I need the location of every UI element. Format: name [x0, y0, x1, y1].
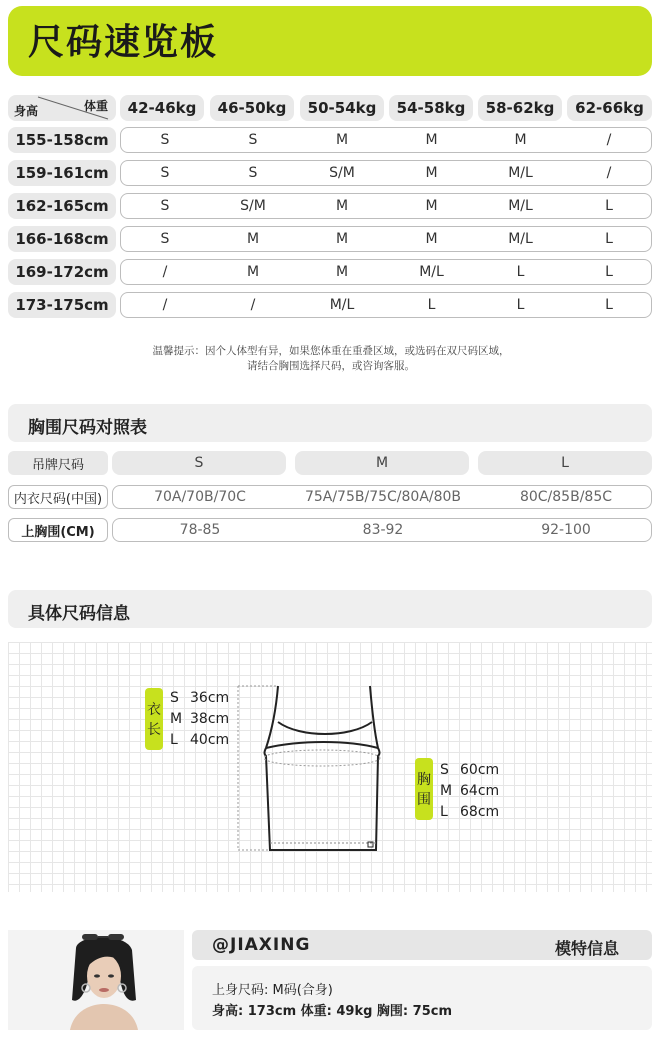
size-cell: M — [425, 231, 438, 247]
bust-tag-char: 胸 — [417, 772, 431, 788]
bust-cell: 92-100 — [541, 522, 591, 538]
size-cell: S/M — [329, 165, 355, 181]
bust-cell: 83-92 — [362, 522, 404, 538]
size-note — [0, 344, 662, 374]
bust-section-title: 胸围尺码对照表 — [28, 418, 147, 438]
model-portrait-illustration — [8, 930, 184, 1030]
weight-header: 54-58kg — [389, 95, 473, 121]
size-cell: / — [606, 132, 612, 148]
size-letter: S — [440, 762, 449, 778]
size-cell: L — [516, 297, 525, 313]
bust-row-label: 吊牌尺码 — [8, 451, 108, 475]
weight-header: 46-50kg — [210, 95, 294, 121]
table-row — [120, 193, 652, 219]
length-value: 40cm — [190, 732, 230, 748]
bust-cell: 80C/85B/85C — [519, 489, 613, 505]
size-cell: S — [160, 198, 170, 214]
height-label: 155-158cm — [8, 127, 116, 153]
size-cell: S — [248, 132, 258, 148]
size-note-line: 请结合胸围选择尺码，或咨询客服。 — [247, 360, 415, 372]
length-value: 38cm — [190, 711, 230, 727]
size-cell: M — [425, 132, 438, 148]
size-letter: L — [170, 732, 178, 748]
model-info-label: 模特信息 — [555, 939, 620, 958]
bust-measurements — [440, 760, 499, 823]
bust-value: 68cm — [460, 804, 500, 820]
height-label: 162-165cm — [8, 193, 116, 219]
size-cell: M — [425, 165, 438, 181]
size-cell: / — [162, 264, 168, 280]
length-value: 36cm — [190, 690, 230, 706]
weight-header: 58-62kg — [478, 95, 562, 121]
size-letter: S — [170, 690, 179, 706]
bust-tag — [415, 758, 433, 820]
length-measurements — [170, 688, 229, 751]
table-row — [120, 259, 652, 285]
bust-col-header: M — [295, 451, 469, 475]
size-cell: S — [160, 165, 170, 181]
size-note-line: 温馨提示：因个人体型有异，如果您体重在重叠区域，或选码在双尺码区域， — [152, 345, 510, 357]
bust-row — [112, 485, 652, 509]
bust-row — [112, 518, 652, 542]
detail-section-title: 具体尺码信息 — [28, 604, 130, 624]
bust-value: 60cm — [460, 762, 500, 778]
model-details — [212, 980, 452, 1022]
weight-header: 50-54kg — [300, 95, 384, 121]
size-cell: M/L — [508, 231, 533, 247]
size-cell: M — [246, 231, 260, 247]
size-cell: M — [335, 198, 349, 214]
size-table — [0, 0, 662, 330]
model-handle: @JIAXING — [212, 935, 311, 955]
bust-row-label: 内衣尺码(中国) — [8, 485, 108, 509]
camisole-illustration — [230, 680, 410, 860]
size-cell: M — [335, 132, 349, 148]
bust-col-header: S — [112, 451, 286, 475]
table-row — [120, 226, 652, 252]
height-label: 166-168cm — [8, 226, 116, 252]
size-cell: L — [605, 264, 613, 280]
bust-cell: 70A/70B/70C — [154, 489, 246, 505]
table-row — [120, 160, 652, 186]
size-cell: / — [250, 297, 256, 313]
size-cell: S — [160, 231, 170, 247]
length-tag — [145, 688, 163, 750]
size-cell: M — [335, 231, 349, 247]
bust-cell: 78-85 — [179, 522, 221, 538]
size-cell: S — [160, 132, 170, 148]
size-cell: L — [427, 297, 436, 313]
length-tag-char: 衣 — [147, 702, 161, 718]
size-cell: S/M — [240, 198, 266, 214]
size-cell: L — [605, 297, 613, 313]
size-cell: S — [248, 165, 258, 181]
bust-col-header: L — [478, 451, 652, 475]
bust-row-label: 上胸围(CM) — [8, 518, 108, 542]
model-wear-size: 上身尺码: M码(合身) — [212, 983, 333, 998]
weight-header: 62-66kg — [567, 95, 652, 121]
size-letter: L — [440, 804, 448, 820]
bust-cell: 75A/75B/75C/80A/80B — [304, 489, 462, 505]
size-letter: M — [170, 711, 183, 727]
size-cell: / — [606, 165, 612, 181]
height-label: 173-175cm — [8, 292, 116, 318]
size-cell: L — [605, 198, 613, 214]
weight-header: 42-46kg — [120, 95, 204, 121]
height-label: 169-172cm — [8, 259, 116, 285]
size-cell: / — [162, 297, 168, 313]
size-cell: M — [425, 198, 438, 214]
size-cell: M — [514, 132, 527, 148]
table-corner-header — [8, 95, 116, 121]
table-row — [120, 127, 652, 153]
size-cell: M/L — [329, 297, 355, 313]
size-cell: M — [246, 264, 260, 280]
bust-tag-char: 围 — [417, 792, 431, 808]
height-label: 159-161cm — [8, 160, 116, 186]
table-row — [120, 292, 652, 318]
page-title: 尺码速览板 — [28, 22, 219, 63]
corner-weight-label: 体重 — [83, 99, 108, 113]
size-cell: L — [605, 231, 613, 247]
bust-value: 64cm — [460, 783, 500, 799]
model-photo — [8, 930, 184, 1030]
size-cell: M/L — [419, 264, 444, 280]
model-measurements: 身高: 173cm 体重: 49kg 胸围: 75cm — [212, 1004, 452, 1019]
size-cell: M/L — [508, 198, 533, 214]
size-letter: M — [440, 783, 453, 799]
length-tag-char: 长 — [147, 722, 161, 738]
size-cell: L — [516, 264, 525, 280]
size-cell: M — [335, 264, 349, 280]
corner-height-label: 身高 — [14, 104, 39, 118]
size-cell: M/L — [508, 165, 533, 181]
